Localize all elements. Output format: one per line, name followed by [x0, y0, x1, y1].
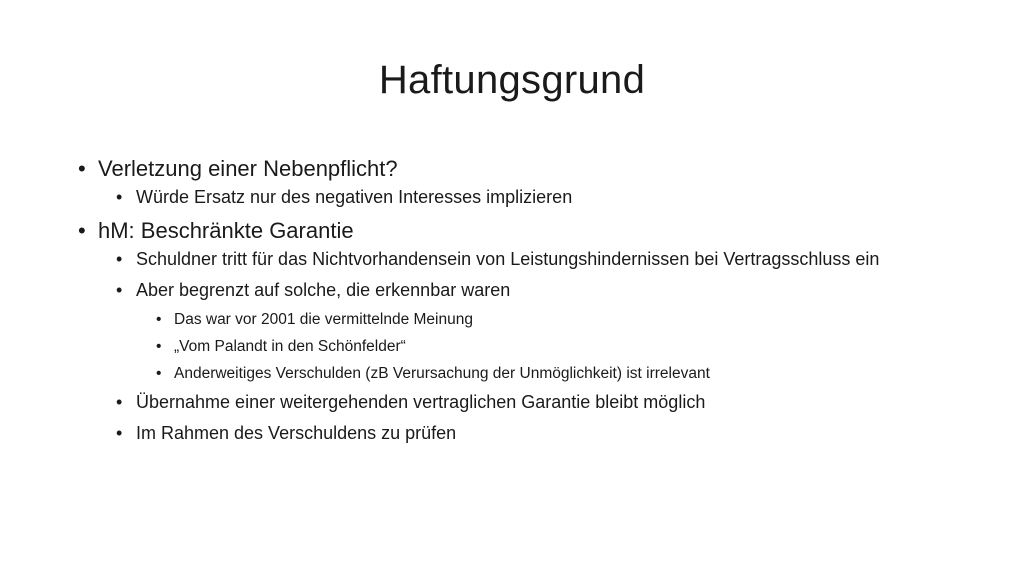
bullet-icon: • — [116, 187, 123, 207]
list-item — [74, 364, 944, 384]
list-item — [74, 217, 944, 245]
list-item — [74, 248, 944, 271]
bullet-icon: • — [156, 365, 162, 382]
bullet-icon: • — [78, 156, 86, 181]
list-item — [74, 186, 944, 209]
list-item-text: Schuldner tritt für das Nichtvorhandensein von Leistungshindernissen bei Vertragsschluss ein — [136, 249, 880, 269]
bullet-icon: • — [116, 392, 123, 412]
bullet-icon: • — [156, 338, 162, 355]
list-item-text: Anderweitiges Verschulden (zB Verursachung der Unmöglichkeit) ist irrelevant — [174, 365, 710, 382]
list-item — [74, 391, 944, 414]
list-item-text: Würde Ersatz nur des negativen Interesses implizieren — [136, 187, 573, 207]
slide-title: Haftungsgrund — [378, 58, 646, 102]
list-item-text: hM: Beschränkte Garantie — [98, 218, 354, 243]
list-item — [74, 337, 944, 357]
bullet-icon: • — [116, 423, 123, 443]
list-item-text: Das war vor 2001 die vermittelnde Meinung — [174, 311, 473, 328]
list-item — [74, 422, 944, 445]
list-item-text: Im Rahmen des Verschuldens zu prüfen — [136, 423, 457, 443]
list-item-text: Aber begrenzt auf solche, die erkennbar waren — [136, 280, 511, 300]
bullet-icon: • — [156, 311, 162, 328]
list-item — [74, 310, 944, 330]
list-item-text: Übernahme einer weitergehenden vertraglichen Garantie bleibt möglich — [136, 392, 706, 412]
bullet-icon: • — [116, 249, 123, 269]
list-item — [74, 155, 944, 183]
list-item-text: „Vom Palandt in den Schönfelder“ — [174, 338, 406, 355]
bullet-list — [74, 155, 944, 453]
bullet-icon: • — [78, 218, 86, 243]
list-item — [74, 279, 944, 302]
bullet-icon: • — [116, 280, 123, 300]
list-item-text: Verletzung einer Nebenpflicht? — [98, 156, 398, 181]
